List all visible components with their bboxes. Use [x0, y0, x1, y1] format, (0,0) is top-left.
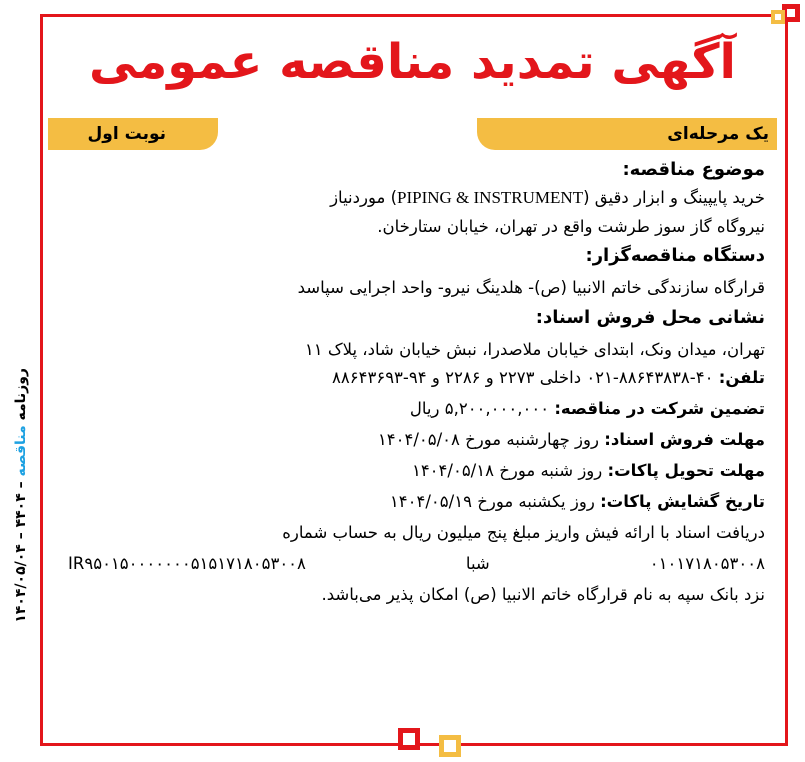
organizer-text: قرارگاه سازندگی خاتم الانبیا (ص)- هلدینگ نیرو- واحد اجرایی سپاسد — [297, 278, 765, 297]
address-heading: نشانی محل فروش اسناد: — [535, 306, 765, 328]
guarantee-line: تضمین شرکت در مناقصه: ۵,۲۰۰,۰۰۰,۰۰۰ ریال — [409, 398, 765, 418]
stage-band: یک مرحله‌ای — [477, 118, 777, 150]
round-band: نوبت اول — [48, 118, 218, 150]
payment-line-3: نزد بانک سپه به نام قرارگاه خاتم الانبیا (ص) امکان پذیر می‌باشد. — [321, 584, 765, 604]
side-suffix: – ۴۴۰۴ – ۱۴۰۴/۰۵/۰۴ — [13, 480, 29, 623]
newspaper-side-label — [9, 340, 33, 650]
bottom-square-red — [398, 728, 420, 750]
subject-line-1: خرید پایپینگ و ابزار دقیق (PIPING & INSTRUMENT) موردنیاز — [330, 188, 765, 207]
ad-body — [68, 155, 765, 610]
organizer-heading: دستگاه مناقصه‌گزار: — [585, 245, 765, 266]
bottom-square-yellow — [439, 735, 461, 757]
payment-line-2 — [68, 548, 765, 579]
phone-label: تلفن: — [718, 368, 765, 387]
phone-value: ۴۰-۸۸۶۴۳۸۳۸-۰۲۱ داخلی ۲۲۷۳ و ۲۲۸۶ و ۹۴-۸۸۶۴۳۶۹۳ — [332, 368, 714, 387]
account-number: ۰۱۰۱۷۱۸۰۵۳۰۰۸ — [649, 553, 765, 573]
iban-number: IR۹۵۰۱۵۰۰۰۰۰۰۰۵۱۵۱۷۱۸۰۵۳۰۰۸ — [68, 553, 306, 573]
delivery-deadline-line: مهلت تحویل پاکات: روز شنبه مورخ ۱۴۰۴/۰۵/۱۸ — [411, 460, 765, 480]
phone-line — [68, 364, 765, 393]
ad-title: آگهی تمدید مناقصه عمومی — [89, 34, 736, 90]
subject-heading: موضوع مناقصه: — [622, 159, 765, 180]
subject-line-2: نیروگاه گاز سوز طرشت واقع در تهران، خیابان ستارخان. — [377, 216, 765, 236]
address-text: تهران، میدان ونک، ابتدای خیابان ملاصدرا، نبش خیابان شاد، پلاک ۱۱ — [304, 339, 765, 359]
opening-date-line: تاریخ گشایش پاکات: روز یکشنبه مورخ ۱۴۰۴/۰۵/۱۹ — [389, 491, 765, 511]
payment-line-1: دریافت اسناد با ارائه فیش واریز مبلغ پنج میلیون ریال به حساب شماره — [282, 522, 765, 542]
doc-sale-deadline-line: مهلت فروش اسناد: روز چهارشنبه مورخ ۱۴۰۴/۰۵/۰۸ — [377, 429, 765, 449]
side-brand: مناقصه — [13, 425, 29, 477]
side-prefix: روزنامه — [13, 367, 29, 421]
corner-square-yellow — [771, 10, 785, 24]
sheba-label: شبا — [465, 553, 490, 573]
